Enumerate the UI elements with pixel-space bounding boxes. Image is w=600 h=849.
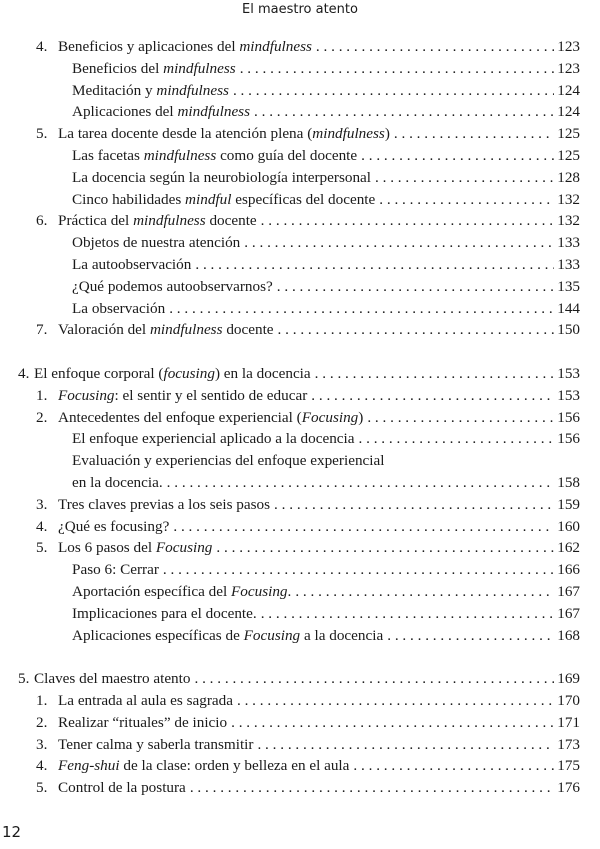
entry-page-number: 124 (557, 103, 580, 121)
toc-entry[interactable] (0, 734, 600, 756)
dot-leader (233, 690, 554, 712)
toc-entry[interactable] (0, 690, 600, 712)
entry-title-line (34, 668, 554, 690)
entry-number: 2. (36, 408, 48, 426)
entry-title-part: Beneficios y aplicaciones del (58, 38, 240, 55)
entry-number: 7. (36, 321, 48, 339)
toc-entry[interactable] (0, 363, 600, 385)
entry-page-number: 133 (557, 234, 580, 252)
toc-entry[interactable] (0, 36, 600, 58)
entry-title-part: Aportación específica del (72, 582, 231, 600)
entry-title (72, 625, 383, 647)
running-header: El maestro atento (242, 2, 358, 17)
entry-title-italic-part: mindfulness (239, 38, 312, 55)
entry-title-line (58, 123, 554, 145)
dot-leader (363, 407, 554, 429)
entry-number: 3. (36, 495, 48, 513)
toc-entry[interactable] (0, 123, 600, 145)
entry-title (34, 363, 311, 385)
entry-title-part: específicas del docente (231, 190, 376, 208)
entry-title-line (58, 537, 554, 559)
entry-title (58, 777, 186, 799)
entry-title-part: como guía del docente (216, 146, 358, 164)
toc-entry[interactable] (0, 407, 600, 429)
entry-title (58, 210, 257, 232)
entry-title-part: Tener calma y saberla transmitir (58, 735, 254, 753)
entry-title-part: La autoobservación (72, 255, 192, 273)
entry-title-line (72, 559, 554, 581)
dot-leader (355, 428, 554, 450)
toc-entry[interactable] (0, 189, 600, 211)
entry-title (58, 537, 212, 559)
entry-page-number: 156 (557, 408, 580, 426)
toc-entry[interactable] (0, 80, 600, 102)
entry-title-part: docente (205, 212, 257, 230)
dot-leader (273, 276, 554, 298)
entry-title-line (72, 145, 554, 167)
entry-title-line (58, 494, 554, 516)
entry-title (58, 123, 390, 145)
toc-entry[interactable] (0, 777, 600, 799)
dot-leader (270, 494, 554, 516)
entry-title-part: El enfoque corporal ( (34, 364, 164, 382)
entry-title-part: ) (384, 125, 390, 143)
entry-title (72, 80, 229, 102)
entry-title-line (72, 80, 554, 102)
entry-title (72, 58, 236, 80)
toc-entry[interactable] (0, 494, 600, 516)
toc-entry[interactable] (0, 319, 600, 341)
dot-leader (371, 167, 554, 189)
entry-number: 1. (36, 691, 48, 709)
dot-leader (169, 516, 554, 538)
entry-number: 5. (36, 539, 48, 557)
entry-number: 2. (36, 713, 48, 731)
entry-page-number: 166 (557, 561, 580, 579)
toc-entry[interactable] (0, 581, 600, 603)
entry-title-italic-part: mindfulness (133, 212, 206, 230)
entry-number: 5. (36, 125, 48, 143)
entry-title (72, 101, 250, 123)
entry-title (72, 298, 165, 320)
entry-title-italic-part: mindfulness (156, 81, 229, 99)
toc-entry[interactable] (0, 58, 600, 80)
entry-title-part: El enfoque experiencial aplicado a la docencia (72, 430, 355, 448)
entry-title (58, 319, 274, 341)
entry-page-number: 167 (557, 604, 580, 622)
entry-title-line (72, 450, 384, 472)
entry-title-part: Realizar “rituales” de inicio (58, 713, 228, 731)
toc-entry[interactable] (0, 668, 600, 690)
dot-leader (257, 210, 554, 232)
dot-leader (349, 755, 554, 777)
toc-entry[interactable] (0, 712, 600, 734)
entry-page-number: 158 (557, 473, 580, 491)
entry-title-line (72, 58, 554, 80)
entry-title-line (58, 407, 554, 429)
entry-title-line (72, 167, 554, 189)
entry-title-line (34, 363, 554, 385)
entry-page-number: 133 (557, 255, 580, 273)
entry-title-line (58, 712, 554, 734)
entry-title-part: Valoración del (58, 321, 150, 339)
entry-title-part: Aplicaciones específicas de (72, 626, 244, 644)
entry-title (72, 145, 357, 167)
entry-title-part: ¿Qué es focusing? (58, 517, 170, 535)
entry-title-part: Antecedentes del enfoque experiencial ( (58, 408, 302, 426)
toc-entry[interactable] (0, 516, 600, 538)
entry-number: 4. (18, 364, 30, 382)
dot-leader (212, 537, 554, 559)
entry-title-part: La docencia según la neurobiología interpersonal (72, 168, 371, 186)
entry-title (58, 755, 349, 777)
toc-entry[interactable] (0, 625, 600, 647)
entry-title (72, 559, 159, 581)
dot-leader (253, 734, 554, 756)
entry-title (72, 581, 291, 603)
entry-title-part: Control de la postura (58, 779, 186, 797)
entry-title-part: Aplicaciones del (72, 103, 178, 121)
entry-title-part: ¿Qué podemos autoobservarnos? (72, 277, 273, 295)
entry-title (58, 407, 363, 429)
toc-entry[interactable] (0, 298, 600, 320)
entry-title-line (72, 232, 554, 254)
entry-title-line (58, 319, 554, 341)
entry-title-line (72, 101, 554, 123)
entry-number: 4. (36, 757, 48, 775)
toc-section (0, 36, 600, 341)
toc-entry[interactable] (0, 472, 600, 494)
entry-title-line (72, 254, 554, 276)
entry-title-italic-part: mindfulness (177, 103, 251, 121)
entry-title-part: . (287, 582, 292, 600)
entry-title-italic-part: Feng-shui (58, 757, 120, 775)
entry-title-part: Evaluación y experiencias del enfoque experiencial (72, 452, 385, 470)
dot-leader (191, 254, 554, 276)
entry-title (72, 189, 375, 211)
entry-title-italic-part: mindfulness (143, 146, 217, 164)
dot-leader (383, 625, 554, 647)
entry-title-italic-part: Focusing (155, 539, 213, 557)
dot-leader (357, 145, 554, 167)
entry-title-part: Paso 6: Cerrar (72, 561, 159, 579)
entry-title-part: Tres claves previas a los seis pasos (58, 495, 271, 513)
entry-page-number: 128 (557, 168, 580, 186)
entry-page-number: 175 (557, 757, 580, 775)
entry-title-line (58, 516, 554, 538)
entry-title (58, 690, 233, 712)
entry-page-number: 162 (557, 539, 580, 557)
entry-title-line (72, 428, 554, 450)
toc-entry[interactable] (0, 232, 600, 254)
entry-title-part: Objetos de nuestra atención (72, 234, 241, 252)
dot-leader (312, 36, 554, 58)
entry-page-number: 150 (557, 321, 580, 339)
entry-title-italic-part: Focusing (230, 582, 288, 600)
entry-page-number: 123 (557, 59, 580, 77)
toc-entry[interactable] (0, 450, 600, 472)
entry-title-line (58, 777, 554, 799)
dot-leader (236, 58, 554, 80)
entry-title-part: Claves del maestro atento (34, 670, 191, 688)
entry-title (72, 603, 257, 625)
toc-entry[interactable] (0, 276, 600, 298)
entry-page-number: 125 (557, 146, 580, 164)
dot-leader (257, 603, 554, 625)
toc-section (0, 363, 600, 646)
entry-title-line (58, 210, 554, 232)
entry-page-number: 125 (557, 125, 580, 143)
entry-title-part: : el sentir y el sentido de educar (114, 386, 308, 404)
entry-number: 5. (18, 670, 30, 688)
entry-title-italic-part: mindfulness (312, 125, 385, 143)
entry-title (72, 232, 240, 254)
entry-title-part: en la docencia. (72, 473, 163, 491)
entry-title-part: La entrada al aula es sagrada (58, 691, 233, 709)
entry-title-part: docente (222, 321, 274, 339)
dot-leader (307, 385, 554, 407)
entry-title-line (72, 189, 554, 211)
entry-title-line (58, 734, 554, 756)
dot-leader (165, 298, 554, 320)
dot-leader (240, 232, 554, 254)
entry-title-part: La tarea docente desde la atención plena ( (58, 125, 313, 143)
entry-title-italic-part: mindfulness (149, 321, 223, 339)
dot-leader (390, 123, 554, 145)
entry-number: 3. (36, 735, 48, 753)
toc-entry[interactable] (0, 537, 600, 559)
entry-title-part: Las facetas (72, 146, 144, 164)
page-number: 12 (2, 823, 22, 841)
entry-title-italic-part: focusing (163, 364, 215, 382)
entry-page-number: 169 (557, 670, 580, 688)
entry-number: 6. (36, 212, 48, 230)
entry-title-line (72, 625, 554, 647)
entry-page-number: 144 (557, 299, 580, 317)
entry-title (72, 472, 163, 494)
dot-leader (229, 80, 554, 102)
entry-title-line (72, 472, 554, 494)
entry-title-part: Los 6 pasos del (58, 539, 156, 557)
entry-title-line (58, 690, 554, 712)
entry-title (72, 450, 384, 472)
toc-entry[interactable] (0, 101, 600, 123)
entry-title-part: Práctica del (58, 212, 134, 230)
entry-title-part: Meditación y (72, 81, 157, 99)
entry-title-line (58, 755, 554, 777)
table-of-contents (0, 36, 600, 821)
entry-page-number: 132 (557, 212, 580, 230)
toc-entry[interactable] (0, 428, 600, 450)
entry-number: 1. (36, 386, 48, 404)
dot-leader (311, 363, 554, 385)
dot-leader (190, 668, 554, 690)
toc-entry[interactable] (0, 755, 600, 777)
entry-page-number: 159 (557, 495, 580, 513)
dot-leader (250, 101, 554, 123)
toc-entry[interactable] (0, 603, 600, 625)
entry-title-italic-part: mindfulness (163, 59, 236, 77)
entry-title-line (58, 36, 554, 58)
entry-title (72, 276, 273, 298)
entry-title-part: Implicaciones para el docente. (72, 604, 257, 622)
toc-entry[interactable] (0, 385, 600, 407)
entry-title (72, 428, 355, 450)
entry-title-part: Beneficios del (72, 59, 164, 77)
entry-title (58, 36, 312, 58)
entry-page-number: 171 (557, 713, 580, 731)
entry-number: 5. (36, 779, 48, 797)
toc-entry[interactable] (0, 559, 600, 581)
entry-title (58, 494, 270, 516)
entry-title-italic-part: Focusing (301, 408, 359, 426)
entry-title-part: a la docencia (300, 626, 384, 644)
dot-leader (291, 581, 554, 603)
entry-title (72, 254, 191, 276)
entry-page-number: 168 (557, 626, 580, 644)
entry-title (58, 516, 169, 538)
dot-leader (163, 472, 554, 494)
entry-page-number: 160 (557, 517, 580, 535)
entry-title (34, 668, 190, 690)
toc-entry[interactable] (0, 167, 600, 189)
entry-title (58, 734, 253, 756)
entry-title (72, 167, 371, 189)
entry-number: 4. (36, 517, 48, 535)
dot-leader (375, 189, 554, 211)
entry-page-number: 167 (557, 582, 580, 600)
entry-title-part: ) en la docencia (214, 364, 311, 382)
entry-page-number: 123 (557, 38, 580, 55)
dot-leader (186, 777, 554, 799)
entry-title-part: La observación (72, 299, 166, 317)
entry-page-number: 173 (557, 735, 580, 753)
entry-page-number: 132 (557, 190, 580, 208)
entry-page-number: 153 (557, 364, 580, 382)
entry-title-line (72, 298, 554, 320)
dot-leader (159, 559, 554, 581)
entry-number: 4. (36, 38, 48, 55)
entry-page-number: 176 (557, 779, 580, 797)
entry-title-line (72, 276, 554, 298)
entry-title-part: Cinco habilidades (72, 190, 186, 208)
entry-title-italic-part: Focusing (243, 626, 301, 644)
dot-leader (274, 319, 554, 341)
entry-title (58, 712, 227, 734)
entry-page-number: 153 (557, 386, 580, 404)
toc-entry[interactable] (0, 254, 600, 276)
entry-title-line (72, 603, 554, 625)
entry-title (58, 385, 307, 407)
toc-entry[interactable] (0, 145, 600, 167)
entry-title-line (58, 385, 554, 407)
dot-leader (227, 712, 554, 734)
entry-title-part: de la clase: orden y belleza en el aula (119, 757, 350, 775)
entry-page-number: 135 (557, 277, 580, 295)
entry-title-line (72, 581, 554, 603)
toc-entry[interactable] (0, 210, 600, 232)
entry-page-number: 170 (557, 691, 580, 709)
toc-section (0, 668, 600, 799)
entry-page-number: 124 (557, 81, 580, 99)
entry-title-italic-part: mindful (185, 190, 232, 208)
entry-page-number: 156 (557, 430, 580, 448)
entry-title-italic-part: Focusing (58, 386, 115, 404)
entry-title-part: ) (358, 408, 364, 426)
